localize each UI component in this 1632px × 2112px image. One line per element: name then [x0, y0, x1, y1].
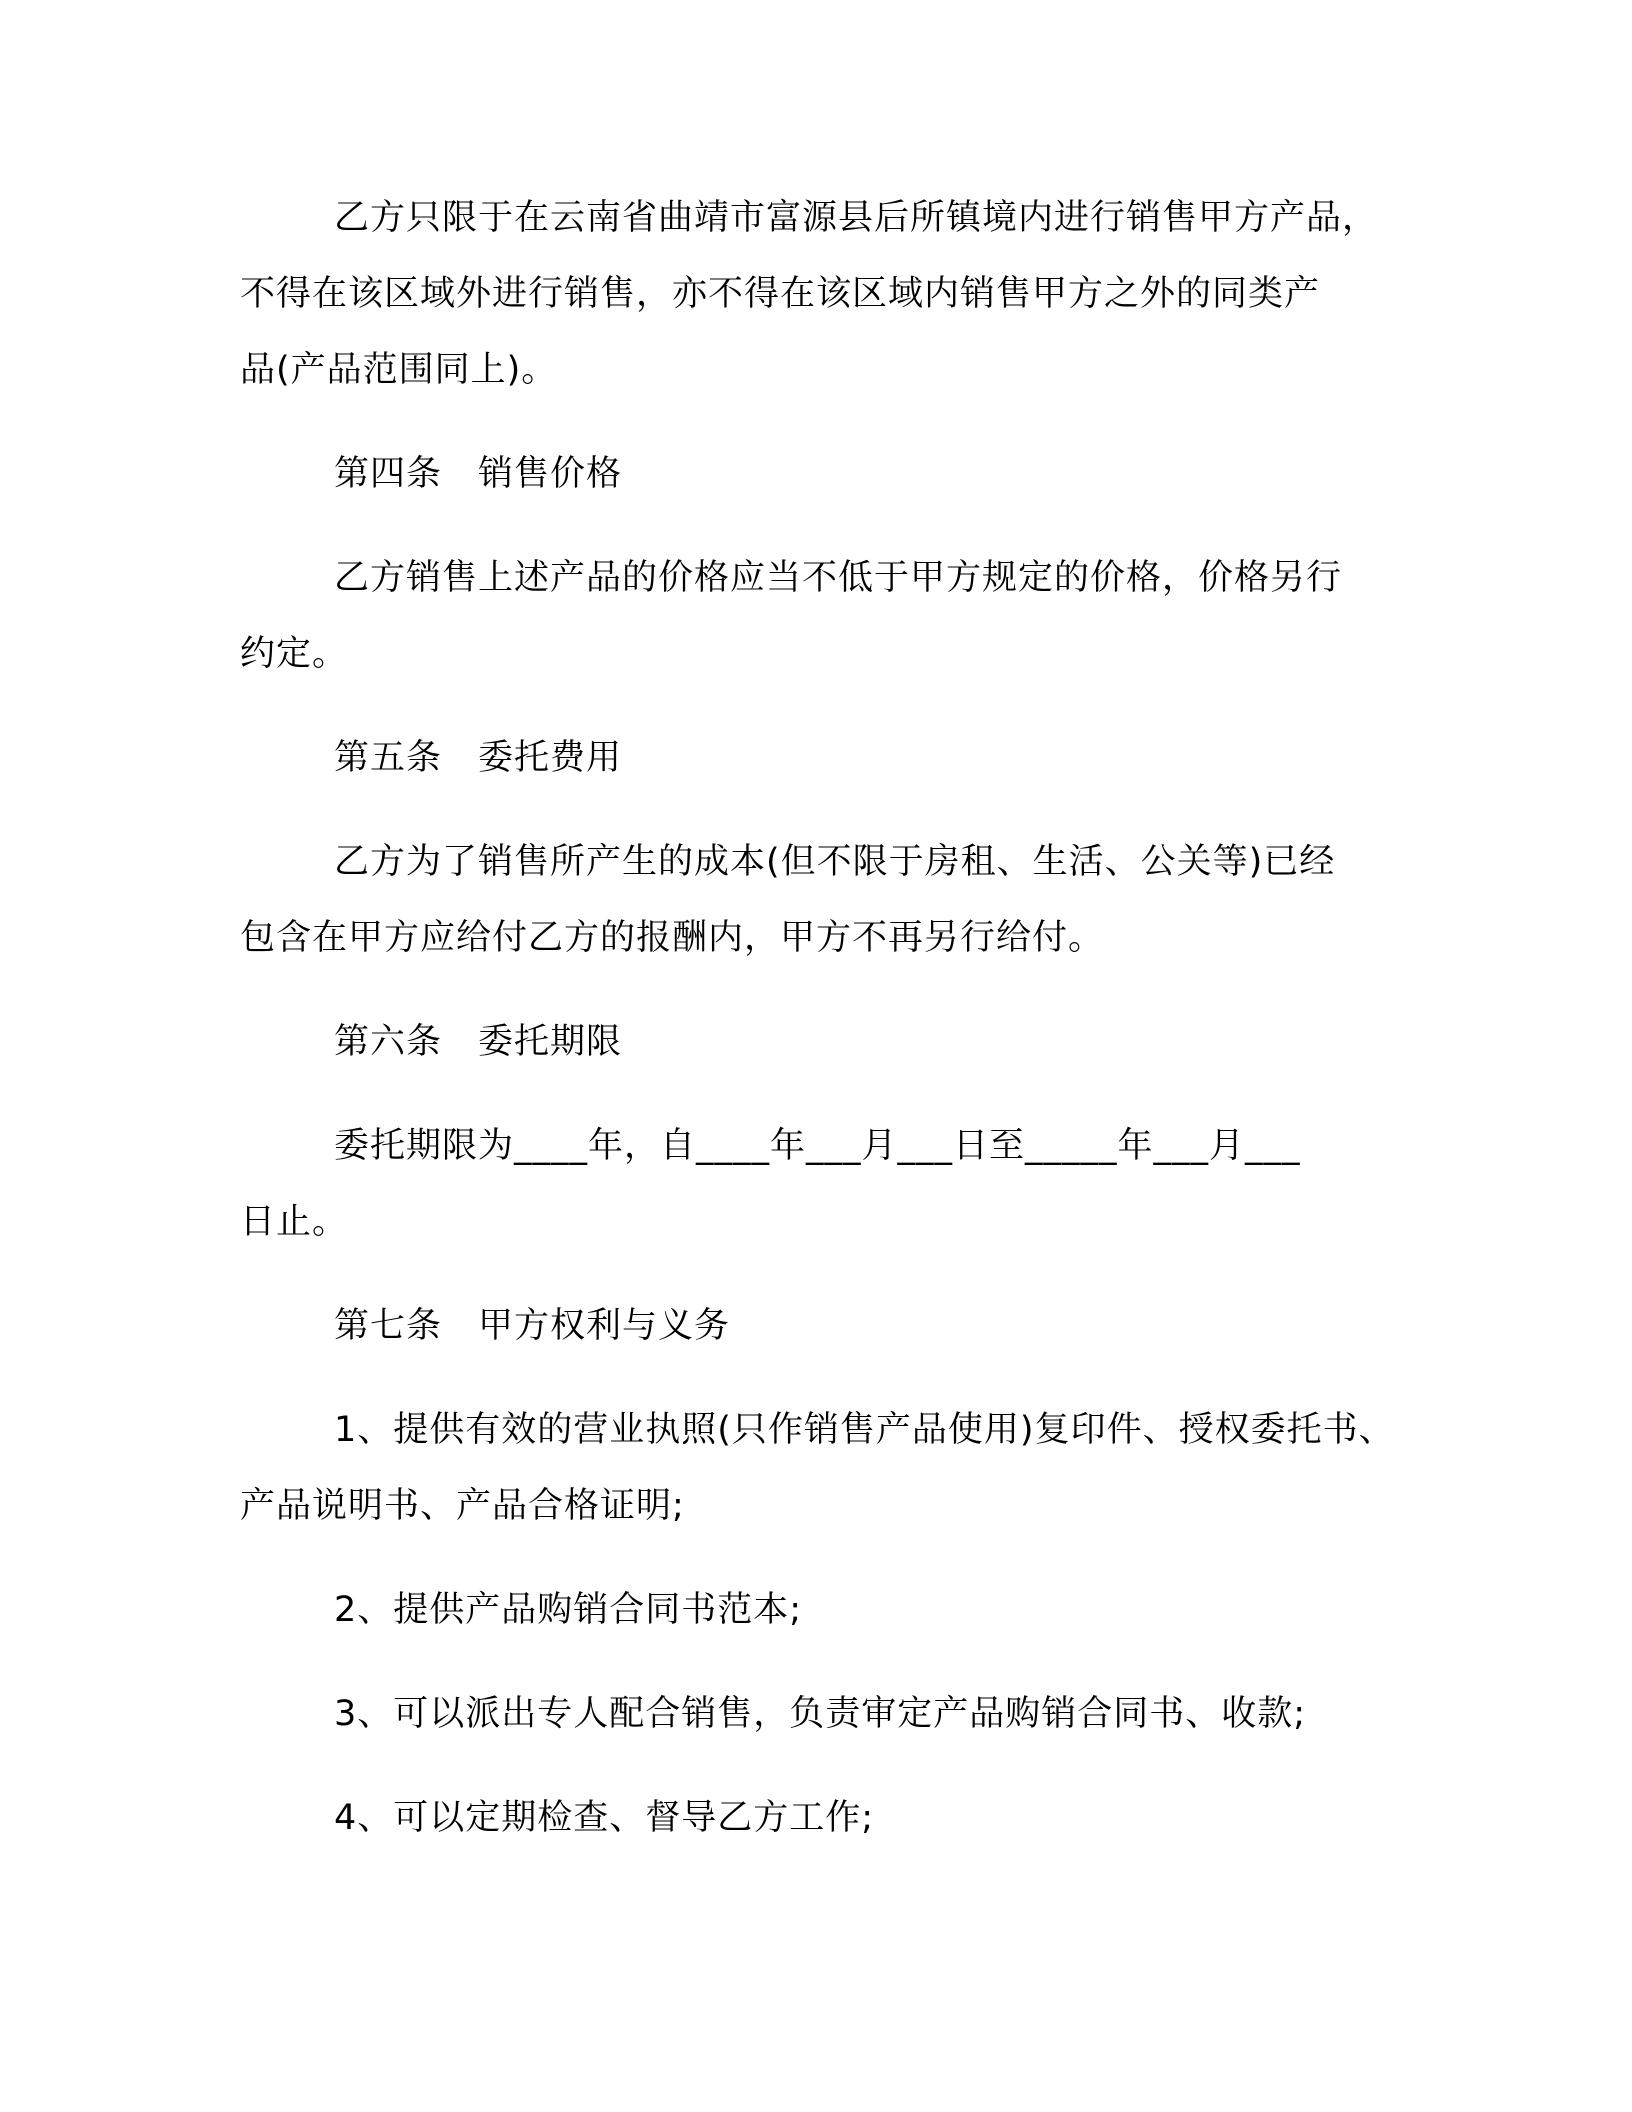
article-7-item-2: 2、提供产品购销合同书范本;	[334, 1590, 803, 1630]
article-5-paragraph-line-2: 包含在甲方应给付乙方的报酬内，甲方不再另行给付。	[240, 918, 1105, 958]
article-5-heading: 第五条 委托费用	[334, 738, 623, 778]
region-paragraph-line-3: 品(产品范围同上)。	[240, 350, 558, 390]
region-paragraph-line-1: 乙方只限于在云南省曲靖市富源县后所镇境内进行销售甲方产品，	[334, 198, 1379, 238]
region-paragraph-line-2: 不得在该区域外进行销售，亦不得在该区域内销售甲方之外的同类产	[240, 274, 1321, 314]
article-6-paragraph-line-1: 委托期限为____年，自____年___月___日至_____年___月___	[334, 1126, 1301, 1166]
article-4-paragraph-line-2: 约定。	[240, 634, 349, 674]
article-6-paragraph-line-2: 日止。	[240, 1202, 349, 1242]
article-5-paragraph-line-1: 乙方为了销售所产生的成本(但不限于房租、生活、公关等)已经	[334, 842, 1336, 882]
article-4-paragraph-line-1: 乙方销售上述产品的价格应当不低于甲方规定的价格，价格另行	[334, 558, 1343, 598]
article-6-heading: 第六条 委托期限	[334, 1022, 623, 1062]
article-7-item-1-line-2: 产品说明书、产品合格证明;	[240, 1486, 685, 1526]
article-7-item-1-line-1: 1、提供有效的营业执照(只作销售产品使用)复印件、授权委托书、	[334, 1410, 1395, 1450]
article-4-heading: 第四条 销售价格	[334, 454, 623, 494]
article-7-item-4: 4、可以定期检查、督导乙方工作;	[334, 1798, 875, 1838]
article-7-heading: 第七条 甲方权利与义务	[334, 1306, 731, 1346]
article-7-item-3: 3、可以派出专人配合销售，负责审定产品购销合同书、收款;	[334, 1694, 1307, 1734]
